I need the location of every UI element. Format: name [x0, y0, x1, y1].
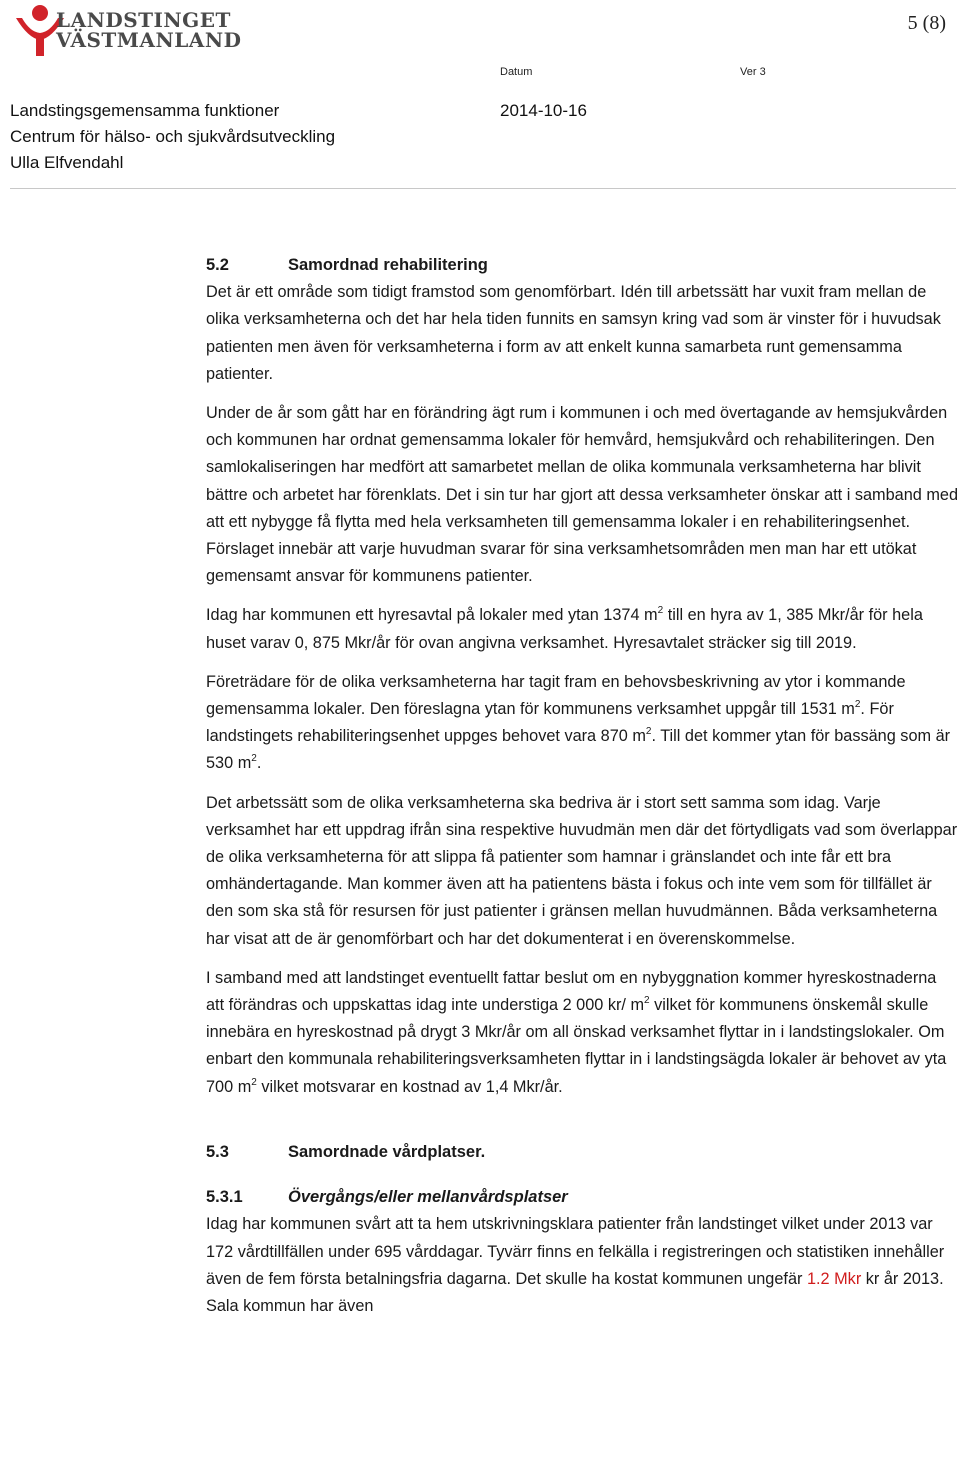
paragraph: Under de år som gått har en förändring ägt rum i kommunen i och med övertagande av hemsjukvården och kommunen har ordnat gemensamma lokaler för hemvård, hemsjukvård och rehabiliteringen. Den samlokaliseringen har medfört att samarbetet mellan de olika kommunala verksamheterna har blivit bättre och arbetet har förenklats. Det i sin tur har gjort att dessa verksamheter önskar att i samband med att ett nybygge få flytta med hela verksamheten till gemensamma lokaler i en rehabiliteringsenhet. Förslaget innebär att varje huvudman svarar för sina verksamhetsområden men man har ett utökat gemensamt ansvar för kommunens patienter.	[206, 404, 959, 586]
section-number: 5.3.1	[206, 1188, 243, 1207]
page-number: 5 (8)	[907, 12, 946, 34]
text-run: . Till det kommer ytan för bassäng som är 530 m	[206, 727, 951, 773]
section-number: 5.3	[206, 1142, 229, 1161]
document-body	[206, 252, 958, 1332]
highlighted-amount: 1.2 Mkr	[806, 1269, 862, 1288]
text-run: . För landstingets rehabiliteringsenhet uppges behovet vara 870 m	[206, 700, 894, 746]
text-run: kr år 2013. Sala kommun har även	[206, 1269, 944, 1315]
header-left-block	[10, 98, 335, 176]
section-number: 5.2	[206, 256, 229, 274]
text-run: I samband med att landstinget eventuellt fattar beslut om en nybyggnation kommer hyreskostnaderna att förändras och uppskattas idag inte understiga 2 000 kr/ m	[206, 968, 937, 1015]
section-heading-5-3	[206, 1139, 958, 1166]
paragraph: Det är ett område som tidigt framstod som genomförbart. Idén till arbetssätt har vuxit fram mellan de olika verksamheterna och det har hela tiden funnits en samsyn kring vad som är vinster för i huvudsak patienten men även för verksamheterna i form av att enkelt kunna samarbeta runt gemensamma patienter.	[206, 283, 941, 383]
logo-line-1: LANDSTINGET	[56, 8, 231, 32]
department-name: Landstingsgemensamma funktioner	[10, 101, 280, 120]
logo-head-shape	[32, 5, 48, 21]
version-label: Ver 3	[740, 66, 766, 78]
text-run: .	[256, 754, 262, 773]
section-title: Samordnad rehabilitering	[288, 256, 488, 274]
paragraph	[206, 1211, 958, 1320]
paragraph	[206, 602, 958, 656]
section-heading-5-2	[206, 252, 958, 279]
superscript: 2	[854, 699, 861, 711]
superscript: 2	[251, 1076, 257, 1088]
text-run: till en hyra av 1, 385 Mkr/år för hela huset varav 0, 875 Mkr/år för ovan angivna verksamhet. Hyresavtalet sträcker sig till 2019.	[206, 606, 923, 652]
logo-body-shape	[36, 36, 44, 56]
text-run: vilket för kommunens önskemål skulle innebära en hyreskostnad på drygt 3 Mkr/år om all önskad verksamhet flyttar in i landstingslokaler. Om enbart den kommunala rehabiliteringsverksamheten flyttar in i landstingsägda lokaler är behovet av yta 700 m	[206, 996, 947, 1096]
text-run: Idag har kommunen svårt att ta hem utskrivningsklara patienter från landstinget vilket under 2013 var 172 vårdtillfällen under 695 vårddagar. Tyvärr finns en felkälla i registreringen och statistiken innehåller även de fem första betalningsfria dagarna. Det skulle ha kostat kommunen ungefär	[206, 1215, 945, 1288]
superscript: 2	[251, 753, 257, 765]
logo-line-2: VÄSTMANLAND	[56, 28, 242, 52]
superscript: 2	[644, 995, 650, 1007]
header-divider	[10, 188, 956, 189]
author-name: Ulla Elfvendahl	[10, 153, 124, 172]
superscript: 2	[657, 605, 664, 617]
section-heading-5-3-1	[206, 1184, 958, 1211]
text-run: Företrädare för de olika verksamheterna har tagit fram en behovsbeskrivning av ytor i kommande gemensamma lokaler. Den föreslagna ytan för kommunens verksamhet uppgår till 1531 m	[206, 672, 906, 719]
unit-name: Centrum för hälso- och sjukvårdsutveckling	[10, 127, 336, 146]
datum-label: Datum	[500, 66, 533, 78]
text-run: Idag har kommunen ett hyresavtal på lokaler med ytan 1374 m	[206, 606, 658, 625]
document-date: 2014-10-16	[500, 101, 587, 120]
paragraph: Det arbetssätt som de olika verksamheterna ska bedriva är i stort sett samma som idag. Varje verksamhet har ett uppdrag ifrån sina respektive huvudmän men där det förtydligats vad som överlappar de olika verksamheterna för att slippa få patienter som hamnar i gränslandet och inte får ett bra omhändertagande. Man kommer även att ha patientens bästa i fokus och inte vem som för tillfället är den som ska stå för resursen för just patienter i gränsen mellan huvudmännen. Båda verksamheterna har visat att de är genomförbart och har det dokumenterat i en överenskommelse.	[206, 793, 958, 948]
section-title: Samordnade vårdplatser.	[288, 1142, 486, 1161]
logo-wordmark	[56, 10, 241, 50]
section-title: Övergångs/eller mellanvårdsplatser	[288, 1188, 568, 1207]
text-run: vilket motsvarar en kostnad av 1,4 Mkr/år.	[256, 1077, 563, 1096]
paragraph	[206, 669, 958, 778]
superscript: 2	[645, 726, 652, 738]
paragraph	[206, 965, 958, 1101]
